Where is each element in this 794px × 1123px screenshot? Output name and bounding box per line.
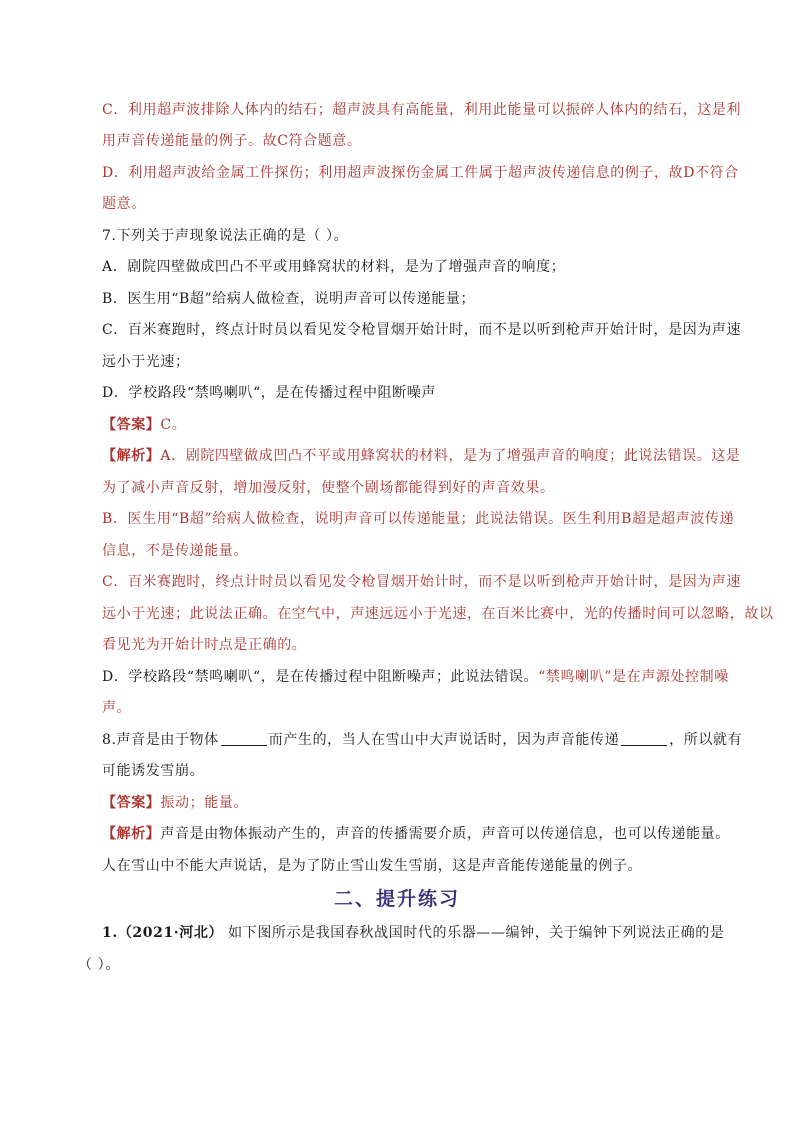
question-8-part-1: 8.声音是由于物体	[102, 732, 219, 748]
question-7-option-d: D．学校路段“禁鸣喇叭“，是在传播过程中阻断噪声	[102, 385, 436, 401]
answer-blank-2	[621, 731, 667, 746]
practice-question-1-line-1	[102, 923, 725, 943]
explanation-7-b-line-1: B．医生用“B超”给病人做检查，说明声音可以传递能量；此说法错误。医生利用B超是超声波传递	[102, 511, 735, 527]
explanation-7-a-line-1	[102, 446, 741, 466]
question-7: 7.下列关于声现象说法正确的是（ ）。	[102, 228, 349, 244]
question-8-part-2: 而产生的，当人在雪山中大声说话时，因为声音能传递	[268, 732, 620, 748]
explanation-label: 【解析】	[102, 826, 161, 842]
answer-label: 【答案】	[102, 417, 161, 433]
question-7-option-b: B．医生用“B超”给病人做检查，说明声音可以传递能量；	[102, 291, 476, 307]
explanation-7-d-line-1	[102, 667, 729, 687]
explanation-7-a-line-2: 为了减小声音反射，增加漫反射，使整个剧场都能得到好的声音效果。	[102, 480, 555, 496]
question-text: 如下图所示是我国春秋战国时代的乐器——编钟，关于编钟下列说法正确的是	[223, 925, 725, 941]
explanation-8-line-1	[102, 824, 730, 844]
explanation-d-highlight: “禁鸣喇叭”是在声源处控制噪	[538, 669, 729, 685]
explanation-7-b-line-2: 信息，不是传递能量。	[102, 543, 248, 559]
answer-value: 振动；能量。	[160, 795, 249, 811]
explanation-7-c-line-1: C．百米赛跑时，终点计时员以看见发令枪冒烟开始计时，而不是以听到枪声开始计时，是因为声速	[102, 574, 742, 590]
explanation-7-d-line-2: 声。	[102, 700, 132, 716]
explanation-text: A．剧院四壁做成凹凸不平或用蜂窝状的材料，是为了增强声音的响度；此说法错误。这是	[160, 448, 741, 464]
question-8-line-1	[102, 730, 743, 750]
explanation-c-line-2: 用声音传递能量的例子。故C符合题意。	[102, 133, 362, 149]
question-8-part-3: ，所以就有	[669, 732, 743, 748]
answer-7	[102, 415, 722, 435]
explanation-d-line-1: D．利用超声波给金属工件探伤；利用超声波探伤金属工件属于超声波传递信息的例子，故D不符合	[102, 165, 739, 181]
question-source: 1.（2021·河北）	[102, 925, 224, 941]
explanation-d-line-2: 题意。	[102, 196, 146, 212]
explanation-7-c-line-3: 看见光为开始计时点是正确的。	[102, 637, 307, 653]
question-8-line-2: 可能诱发雪崩。	[102, 763, 205, 779]
section-title: 二、提升练习	[333, 888, 460, 910]
question-7-option-c-line-1: C．百米赛跑时，终点计时员以看见发令枪冒烟开始计时，而不是以听到枪声开始计时，是因为声速	[102, 322, 742, 338]
explanation-8-line-2: 人在雪山中不能大声说话，是为了防止雪山发生雪崩，这是声音能传递能量的例子。	[102, 858, 643, 874]
answer-blank-1	[221, 731, 267, 746]
answer-label: 【答案】	[102, 795, 161, 811]
explanation-7-c-line-2: 远小于光速；此说法正确。在空气中，声速远远小于光速，在百米比赛中，光的传播时间可以忽略，故以	[102, 606, 774, 622]
question-7-option-a: A．剧院四壁做成凹凸不平或用蜂窝状的材料，是为了增强声音的响度；	[102, 259, 566, 275]
explanation-d-text: D．学校路段“禁鸣喇叭“，是在传播过程中阻断噪声；此说法错误。	[102, 669, 539, 685]
question-7-option-c-line-2: 远小于光速；	[102, 354, 190, 370]
practice-question-1-line-2: （ ）。	[78, 957, 120, 973]
answer-value: C。	[160, 417, 187, 433]
explanation-text: 声音是由物体振动产生的，声音的传播需要介质，声音可以传递信息，也可以传递能量。	[160, 826, 730, 842]
answer-8	[102, 793, 722, 813]
explanation-label: 【解析】	[102, 448, 161, 464]
explanation-c-line-1: C．利用超声波排除人体内的结石；超声波具有高能量，利用此能量可以振碎人体内的结石，这是利	[102, 102, 742, 118]
